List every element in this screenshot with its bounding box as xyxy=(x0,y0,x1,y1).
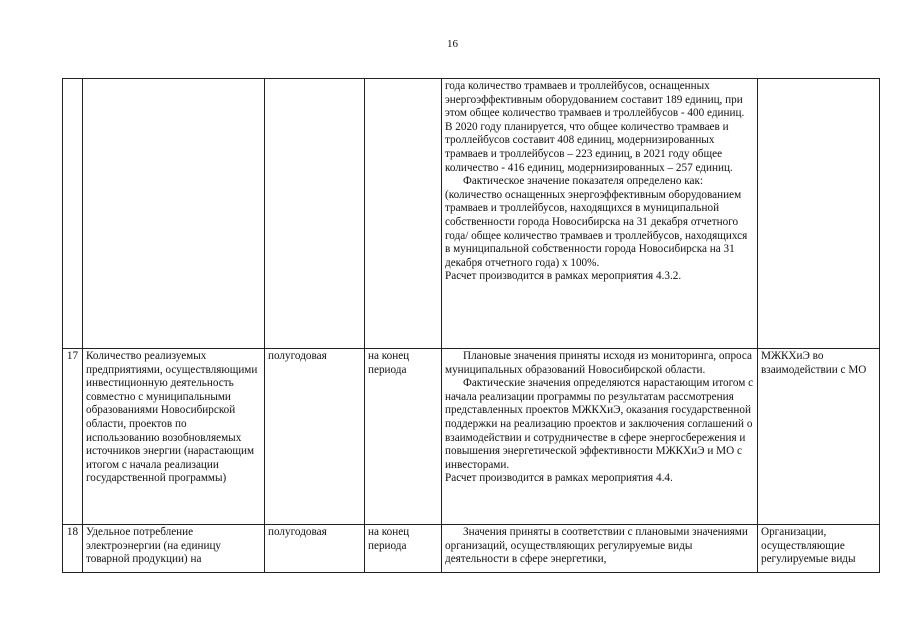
indicator-name-cell xyxy=(83,79,265,349)
method-paragraph: Фактическое значение показателя определено как: (количество оснащенных энергоэффективным оборудованием трамваев и троллейбусов, находящихся в муниципальной собственности города Новосибирска на 31 декабря отчетного года/ общее количество трамваев и троллейбусов, находящихся в муниципальной собственности города Новосибирска на 31 декабря отчетного года) х 100%. xyxy=(445,175,748,269)
row-number-cell: 17 xyxy=(63,349,83,525)
row-number-cell: 18 xyxy=(63,525,83,573)
deadline-cell xyxy=(365,79,442,349)
method-cell xyxy=(442,349,758,525)
deadline-cell: на конец периода xyxy=(365,349,442,525)
method-paragraph: года количество трамваев и троллейбусов, оснащенных энергоэффективным оборудованием составит 189 единиц, при этом общее количество трамваев и троллейбусов - 400 единиц. В 2020 году планируется, что общее количество трамваев и троллейбусов составит 408 единиц, модернизированных трамваев и троллейбусов – 223 единиц, в 2021 году общее количество - 416 единиц, модернизированных – 257 единиц. xyxy=(445,80,745,174)
method-cell xyxy=(442,525,758,573)
responsible-cell xyxy=(758,79,880,349)
row-number-cell xyxy=(63,79,83,349)
deadline-cell: на конец периода xyxy=(365,525,442,573)
method-paragraph: Расчет производится в рамках мероприятия 4.3.2. xyxy=(445,270,682,283)
responsible-cell: Организации, осуществляющие регулируемые виды xyxy=(758,525,880,573)
method-cell xyxy=(442,79,758,349)
method-paragraph: Значения приняты в соответствии с плановыми значениями организаций, осуществляющих регулируемые виды деятельности в сфере энергетики, xyxy=(445,526,748,566)
table-row xyxy=(63,349,880,525)
table-row xyxy=(63,79,880,349)
periodicity-cell: полугодовая xyxy=(265,349,365,525)
indicator-name-cell: Удельное потребление электроэнергии (на единицу товарной продукции) на xyxy=(83,525,265,573)
indicators-table xyxy=(62,78,880,573)
periodicity-cell: полугодовая xyxy=(265,525,365,573)
method-paragraph: Фактические значения определяются нарастающим итогом с начала реализации программы по результатам рассмотрения представленных проектов МЖКХиЭ, оказания государственной поддержки на реализацию проектов и заключения соглашений о взаимодействии и сотрудничестве в сфере энергосбережения и повышения энергетической эффективности МЖКХиЭ и МО с инвесторами. xyxy=(445,377,754,471)
page-number: 16 xyxy=(447,38,458,50)
indicator-name-cell: Количество реализуемых предприятиями, осуществляющими инвестиционную деятельность совместно с муниципальными образованиями Новосибирской области, проектов по использованию возобновляемых источников энергии (нарастающим итогом с начала реализации государственной программы) xyxy=(83,349,265,525)
periodicity-cell xyxy=(265,79,365,349)
responsible-cell: МЖКХиЭ во взаимодействии с МО xyxy=(758,349,880,525)
table-row xyxy=(63,525,880,573)
method-paragraph: Плановые значения приняты исходя из мониторинга, опроса муниципальных образований Новосибирской области. xyxy=(445,350,753,376)
method-paragraph: Расчет производится в рамках мероприятия 4.4. xyxy=(445,472,673,485)
